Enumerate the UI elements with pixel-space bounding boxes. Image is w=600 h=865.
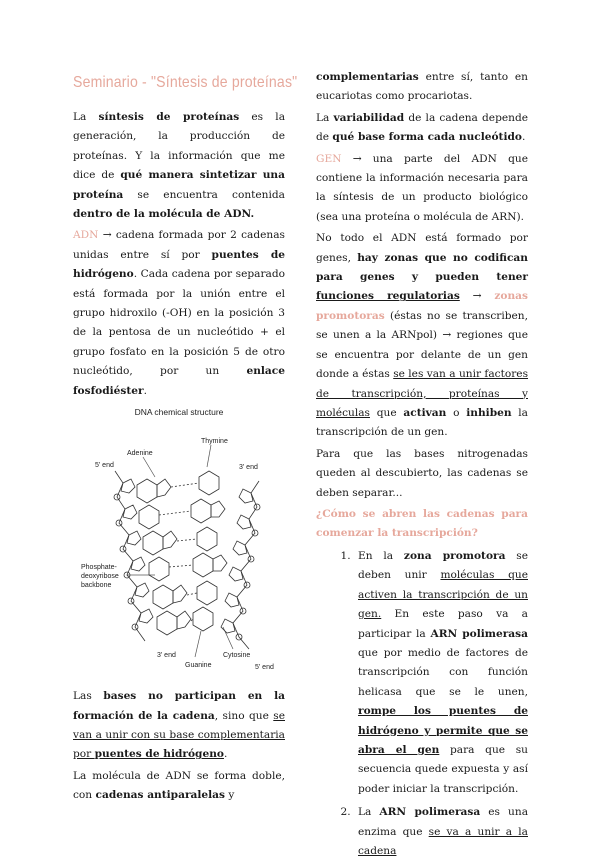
label-cytosine: Cytosine xyxy=(223,652,251,660)
complementary-paragraph: complementarias entre sí, tanto en eucariotas como procariotas. xyxy=(316,71,528,103)
arrow-icon: → xyxy=(459,290,495,303)
label-backbone-1: Phosphate- xyxy=(81,564,117,572)
figure-title: DNA chemical structure xyxy=(134,407,224,418)
gene-definition: GEN → una parte del ADN que contiene la información necesaria para la síntesis de un producto biológico (sea una proteína o molécula de ARN). xyxy=(316,152,528,223)
base-pairs xyxy=(137,471,227,635)
double-strand-paragraph: La molécula de ADN se forma doble, con cadenas antiparalelas y xyxy=(73,769,285,802)
gen-term: GEN xyxy=(316,152,342,165)
label-thymine: Thymine xyxy=(201,438,228,446)
label-5-end-top: 5' end xyxy=(95,462,114,470)
label-backbone-2: deoxyribose xyxy=(81,573,119,581)
arrow-icon: → xyxy=(102,229,112,242)
left-column xyxy=(73,108,285,808)
section-question: ¿Cómo se abren las cadenas para comenzar la transcripción? xyxy=(316,507,528,539)
list-item: 1. En la zona promotora se deben unir moléculas que activen la transcripción de un gen. En este paso va a participar la ARN polimerasa que por medio de factores de transcripción con función helicasa que se le unen, rompe los puentes de hidrógeno y permite que se abra el gen para que su secuencia quede expuesta y así poder iniciar la transcripción. xyxy=(354,547,528,799)
adn-definition: ADN → cadena formada por 2 cadenas unidas entre sí por puentes de hidrógeno. Cada cadena por separado está formada por la unión entre el grupo hidroxilo (-OH) en la posición 3 de la pentosa de un nucleótido + el grupo fosfato en la posición 5 de otro nucleótido, por un enlace fosfodiéster. xyxy=(73,229,285,397)
dna-structure-diagram xyxy=(73,405,285,677)
label-3-end-bottom: 3' end xyxy=(157,652,176,660)
separation-paragraph: Para que las bases nitrogenadas queden al descubierto, las cadenas se deben separar... xyxy=(316,447,528,499)
steps-list xyxy=(316,547,528,862)
label-adenine: Adenine xyxy=(127,450,153,458)
label-5-end-bottom: 5' end xyxy=(255,664,274,672)
label-3-end-top: 3' end xyxy=(239,464,258,472)
page-title: Seminario - "Síntesis de proteínas" xyxy=(73,74,298,91)
intro-paragraph: La síntesis de proteínas es la generación, la producción de proteínas. Y la información que me dice de qué manera sintetizar una proteína se encuentra contenida dentro de la molécula de ADN. xyxy=(73,111,286,221)
variability-paragraph: La variabilidad de la cadena depende de qué base forma cada nucleótido. xyxy=(316,111,528,144)
label-backbone-3: backbone xyxy=(81,582,112,590)
dna-structure-figure xyxy=(73,405,285,677)
regulatory-paragraph: No todo el ADN está formado por genes, hay zonas que no codifican para genes y pueden tener funciones regulatorias → zonas promotoras (éstas no se transcriben, se unen a la ARNpol) → regiones que se encuentra por delante de un gen donde a éstas se les van a unir factores de transcripción, proteínas y moléculas que activan o inhiben la transcripción de un gen. xyxy=(316,232,529,439)
arrow-icon: → xyxy=(352,152,362,165)
right-column xyxy=(316,68,528,865)
right-backbone xyxy=(221,481,260,649)
list-item: 2. La ARN polimerasa es una enzima que se va a unir a la cadena xyxy=(354,803,528,861)
label-guanine: Guanine xyxy=(185,662,212,670)
bases-paragraph: Las bases no participan en la formación de la cadena, sino que se van a unir con su base complementaria por puentes de hidrógeno. xyxy=(73,690,286,761)
adn-term: ADN xyxy=(73,229,99,242)
left-backbone xyxy=(114,471,153,641)
figure-pointers xyxy=(127,445,233,660)
